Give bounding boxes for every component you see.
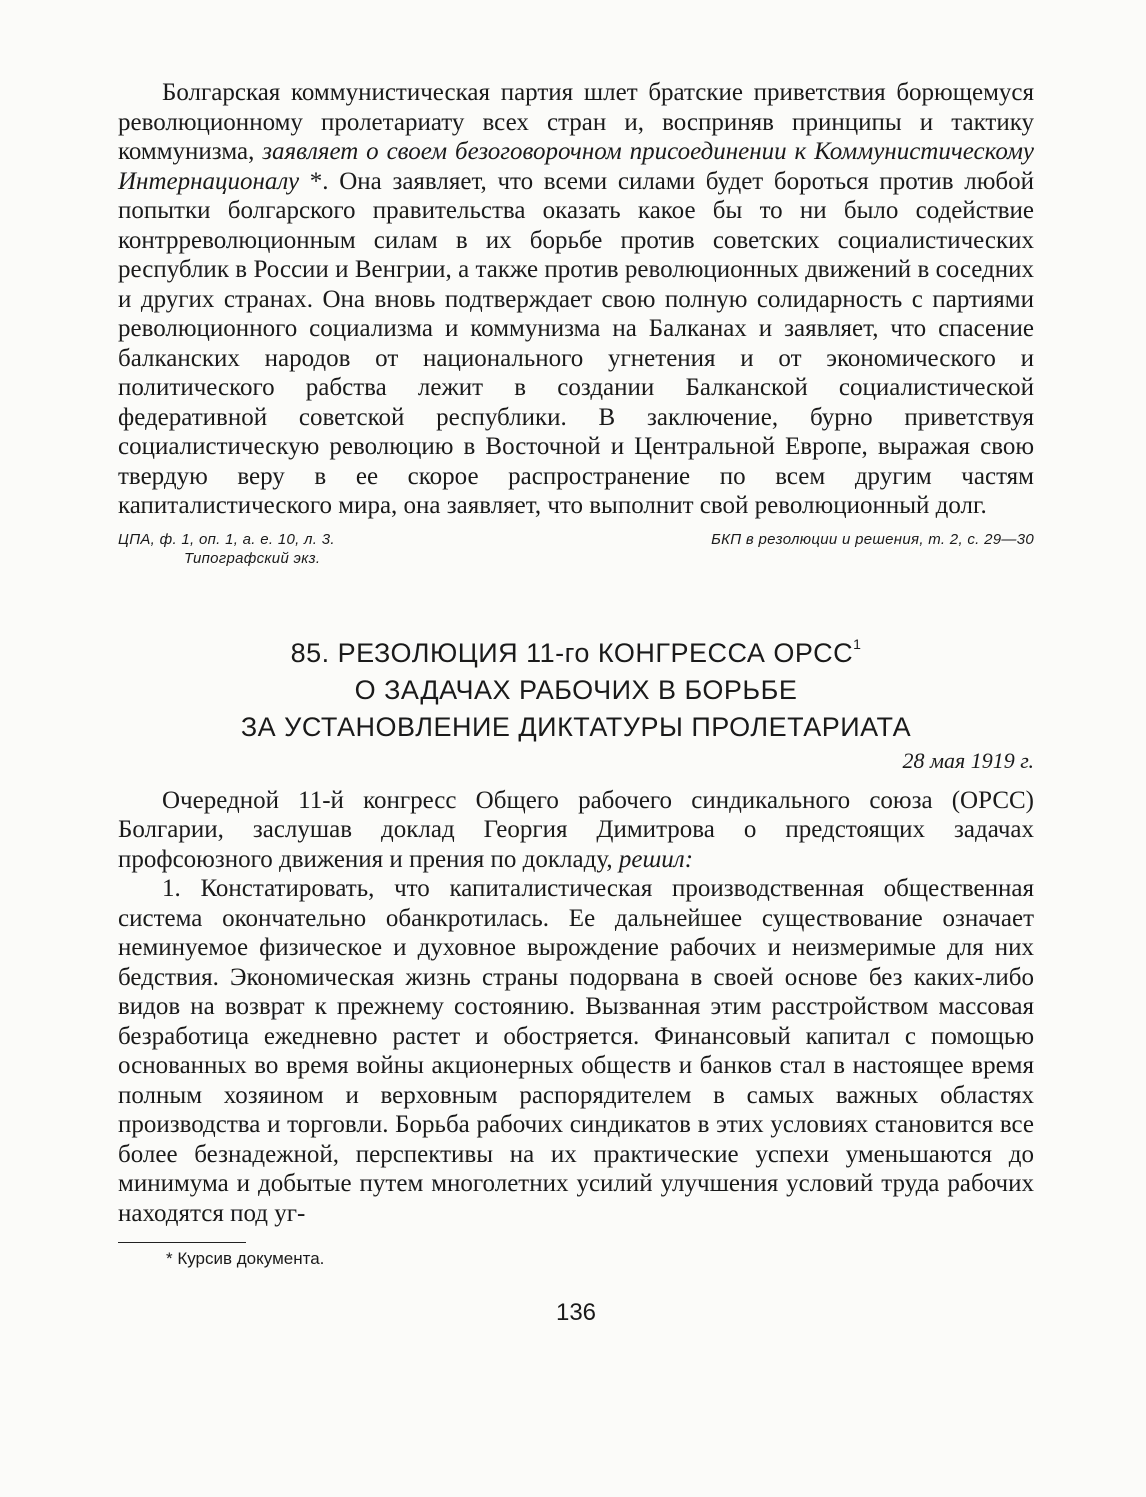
source-publication: БКП в резолюции и решения, т. 2, с. 29—30 <box>711 530 1034 548</box>
paragraph-2-italic: решил: <box>618 845 694 873</box>
paragraph-1-italic: заявляет о своем безоговорочном присоединении к Коммунистическому Интернационалу <box>118 138 1034 195</box>
document-number-heading: 85. РЕЗОЛЮЦИЯ 11-го КОНГРЕССА ОРСС <box>290 637 854 668</box>
source-citation <box>118 531 1034 548</box>
footnote: * Курсив документа. <box>166 1249 325 1268</box>
document-title <box>118 635 1034 746</box>
document-title-line-1 <box>118 635 1034 672</box>
footnote-reference: 1 <box>853 635 862 652</box>
page-content <box>118 78 1034 1327</box>
paragraph-2 <box>118 786 1034 875</box>
paragraph-1-text-b: *. Она заявляет, что всеми силами будет бороться против любой попытки болгарского правительства оказать какое бы то ни было содействие контрреволюционным силам в их борьбе против советских социалистических республик в России и Венгрии, а также против революционных движений в соседних и других странах. Она вновь подтверждает свою полную солидарность с партиями революционного социализма и коммунизма на Балканах и заявляет, что спасение балканских народов от национального угнетения и от экономического и политического рабства лежит в создании Балканской социалистической федеративной советской республики. В заключение, бурно приветствуя социалистическую революцию в Восточной и Центральной Европе, выражая свою твердую веру в ее скорое распространение по всем другим частям капиталистического мира, она заявляет, что выполнит свой революционный долг. <box>118 167 1034 519</box>
page-number: 136 <box>555 1299 597 1326</box>
paragraph-2-text: Очередной 11-й конгресс Общего рабочего синдикального союза (ОРСС) Болгарии, заслушав доклад Георгия Димитрова о предстоящих задачах профсоюзного движения и прения по докладу, <box>118 786 1034 873</box>
document-title-line-3: ЗА УСТАНОВЛЕНИЕ ДИКТАТУРЫ ПРОЛЕТАРИАТА <box>240 711 912 742</box>
document-title-line-2: О ЗАДАЧАХ РАБОЧИХ В БОРЬБЕ <box>354 674 798 705</box>
source-note: Типографский экз. <box>184 549 321 567</box>
paragraph-1-text-a: Болгарская коммунистическая партия шлет братские приветствия борющемуся революционному пролетариату всех стран и, восприняв принципы и тактику коммунизма, <box>118 79 1034 165</box>
source-archive: ЦПА, ф. 1, оп. 1, а. е. 10, л. 3. <box>118 530 335 548</box>
paragraph-3: 1. Констатировать, что капиталистическая производственная общественная система окончательно обанкротилась. Ее дальнейшее существование означает неминуемое физическое и духовное вырождение рабочих и неизмеримые для них бедствия. Экономическая жизнь страны подорвана в своей основе без каких-либо видов на возврат к прежнему состоянию. Вызванная этим расстройством массовая безработица ежедневно растет и обостряется. Финансовый капитал с помощью основанных во время войны акционерных обществ и банков стал в настоящее время полным хозяином и верховным распорядителем в самых важных областях производства и торговли. Борьба рабочих синдикатов в этих условиях становится все более безнадежной, перспективы на их практические успехи уменьшаются до минимума и добытые путем многолетних усилий улучшения условий труда рабочих находятся под уг- <box>118 875 1034 1227</box>
footnote-divider <box>118 1242 246 1243</box>
paragraph-1 <box>118 78 1034 521</box>
document-date: 28 мая 1919 г. <box>902 747 1034 773</box>
